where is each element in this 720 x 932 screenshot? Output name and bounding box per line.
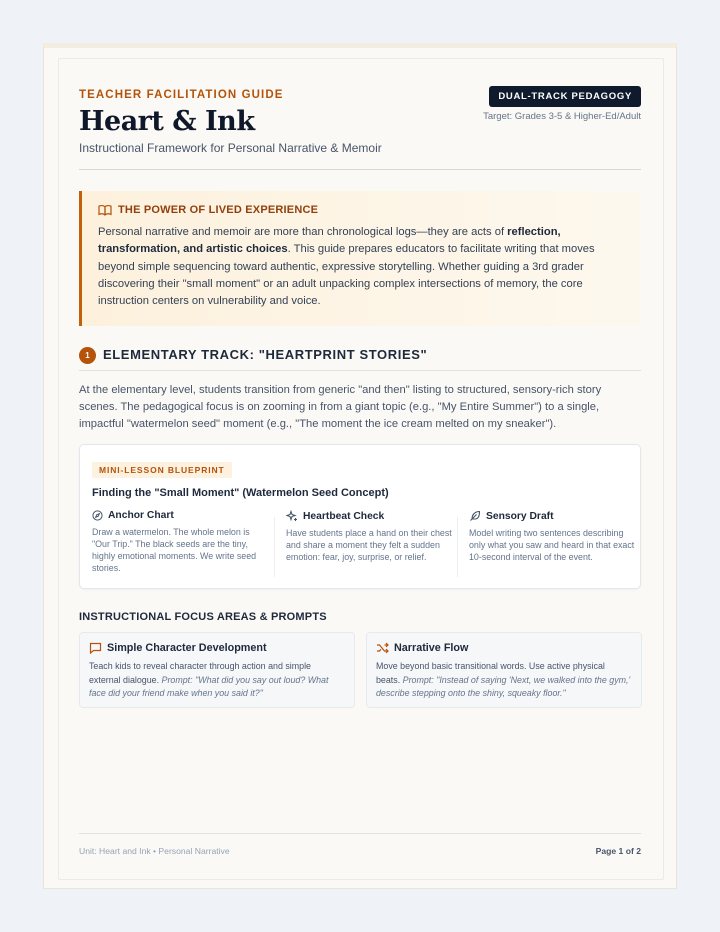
document-page <box>43 43 677 889</box>
feather-icon <box>469 510 481 522</box>
compass-icon <box>92 510 103 521</box>
lesson-column-anchor-chart <box>92 510 264 574</box>
callout-emphasis: reflection, transformation, and artistic choices <box>98 226 561 256</box>
focus-card-prompt: Prompt: "What did you say out loud? What face did your friend make when you said it?" <box>89 674 329 699</box>
focus-card-text: Teach kids to reveal character through action and simple external dialogue. <box>89 661 311 685</box>
page-title: Heart & Ink <box>79 106 255 137</box>
callout-title: THE POWER OF LIVED EXPERIENCE <box>118 204 319 216</box>
section-number: 1 <box>79 347 96 364</box>
focus-card-body <box>376 660 631 701</box>
column-body: Draw a watermelon. The whole melon is "Our Trip." The black seeds are the tiny, highly emotional moments. We write seed stories. <box>92 527 257 573</box>
focus-card-narrative-flow <box>366 632 642 708</box>
column-title: Sensory Draft <box>486 510 554 522</box>
focus-card-title: Simple Character Development <box>107 642 267 654</box>
footer-unit: Unit: Heart and Ink • Personal Narrative <box>79 846 230 856</box>
mini-lesson-badge: MINI-LESSON BLUEPRINT <box>92 462 232 478</box>
target-audience: Target: Grades 3-5 & Higher-Ed/Adult <box>483 111 641 122</box>
page-number: Page 1 of 2 <box>595 846 641 856</box>
callout-text-part: . This guide prepares educators to facilitate writing that moves beyond simple sequencing toward authentic, expressive storytelling. Whether guiding a 3rd grader discovering their "small moment" or an adult unpacking complex intersections of memory, the core instruction centers on vulnerability and voice. <box>98 243 595 308</box>
column-divider <box>274 517 275 577</box>
focus-areas-heading: INSTRUCTIONAL FOCUS AREAS & PROMPTS <box>79 611 327 623</box>
lesson-column-heartbeat-check <box>286 510 452 563</box>
header-divider <box>79 169 641 170</box>
section-divider <box>79 370 641 371</box>
page-subtitle: Instructional Framework for Personal Narrative & Memoir <box>79 141 382 155</box>
column-divider <box>457 517 458 577</box>
focus-card-title: Narrative Flow <box>394 642 469 654</box>
callout-body <box>98 224 623 310</box>
column-title: Heartbeat Check <box>303 510 385 522</box>
mini-lesson-card <box>79 444 641 589</box>
chat-bubble-icon <box>89 642 102 654</box>
footer-divider <box>79 833 641 834</box>
guide-eyebrow: TEACHER FACILITATION GUIDE <box>79 89 284 101</box>
section-title: ELEMENTARY TRACK: "HEARTPRINT STORIES" <box>103 347 428 362</box>
intro-callout <box>79 191 641 326</box>
section-body: At the elementary level, students transition from generic "and then" listing to structured, sensory-rich story scenes. The pedagogical focus is on zooming in from a giant topic (e.g., "My Entire Summer") to a single, impactful "watermelon seed" moment (e.g., "The moment the ice cream melted on my sneaker"). <box>79 384 602 431</box>
shuffle-icon <box>376 642 389 654</box>
mini-lesson-title: Finding the "Small Moment" (Watermelon Seed Concept) <box>92 487 389 499</box>
pedagogy-badge: DUAL-TRACK PEDAGOGY <box>489 86 641 107</box>
focus-card-prompt: Prompt: "Instead of saying 'Next, we walked into the gym,' describe stepping onto the shiny, squeaky floor." <box>376 674 631 699</box>
callout-text-part: Personal narrative and memoir are more than chronological logs—they are acts of <box>98 226 508 238</box>
lesson-column-sensory-draft <box>469 510 635 563</box>
column-title: Anchor Chart <box>108 510 174 521</box>
column-body: Have students place a hand on their chest and share a moment they felt a sudden emotion: fear, joy, surprise, or relief. <box>286 528 452 562</box>
column-body: Model writing two sentences describing only what you saw and heard in that exact 10-second interval of the event. <box>469 528 635 562</box>
callout-heading <box>98 204 318 216</box>
book-open-icon <box>98 204 112 216</box>
sparkles-icon <box>286 510 298 522</box>
focus-card-text: Move beyond basic transitional words. Use active physical beats. <box>376 661 605 685</box>
focus-card-body <box>89 660 344 701</box>
focus-card-character <box>79 632 355 708</box>
